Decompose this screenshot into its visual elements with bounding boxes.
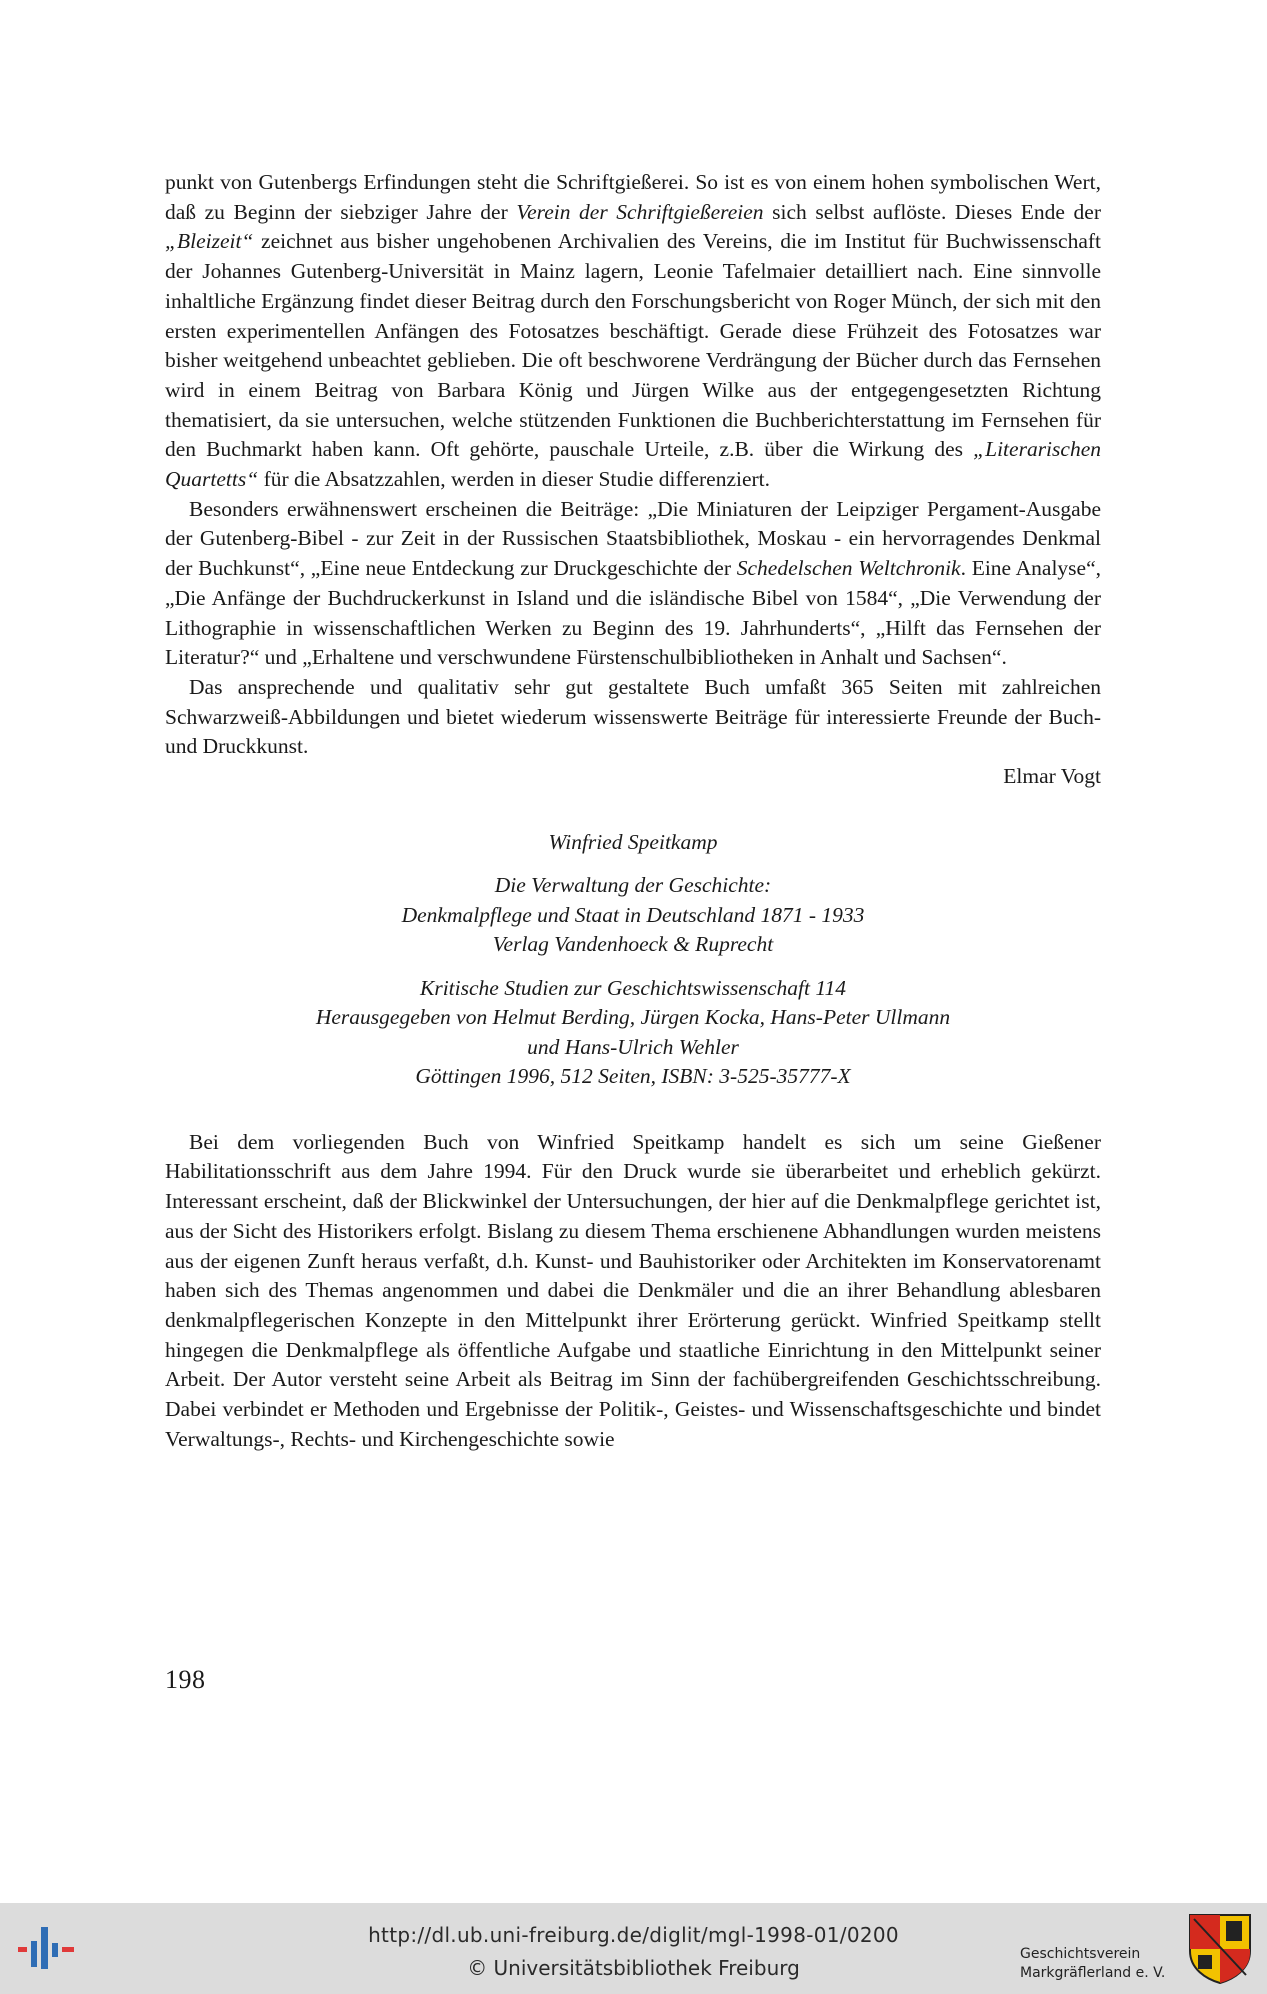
emphasis-text: „Bleizeit“ — [165, 229, 254, 254]
text-span: für die Absatzzahlen, werden in dieser Studie differenziert. — [258, 467, 771, 492]
book-series: Kritische Studien zur Geschichtswissenschaft 114 — [420, 975, 846, 1000]
book-title-line-1: Die Verwaltung der Geschichte: — [494, 873, 772, 898]
text-span: zeichnet aus bisher ungehobenen Archivalien des Vereins, die im Institut für Buchwissenschaft der Johannes Gutenberg-Universität in Mainz lagern, Leonie Tafelmaier detailliert nach. Eine sinnvolle inhaltliche Ergänzung findet dieser Beitrag durch den Forschungsbericht von Roger Münch, der sich mit den ersten experimentellen Anfängen des Fotosatzes beschäftigt. Gerade diese Frühzeit des Fotosatzes war bisher weitgehend unbeachtet geblieben. Die oft beschworene Verdrängung der Bücher durch das Fernsehen wird in einem Beitrag von Barbara König und Jürgen Wilke aus der entgegengesetzten Richtung thematisiert, da sie untersuchen, welche stützenden Funktionen die Buchberichterstattung im Fernsehen für den Buchmarkt haben kann. Oft gehörte, pauschale Urteile, z.B. über die Wirkung des — [165, 229, 1101, 462]
book-editors-line-1: Herausgegeben von Helmut Berding, Jürgen Kocka, Hans-Peter Ullmann — [315, 1005, 951, 1030]
paragraph-2 — [165, 495, 1101, 673]
book-publisher: Verlag Vandenhoeck & Ruprecht — [492, 932, 774, 957]
review-page — [165, 168, 1101, 1455]
paragraph-1 — [165, 168, 1101, 495]
society-line-1: Geschichtsverein — [1020, 1946, 1141, 1962]
society-name — [1020, 1945, 1165, 1983]
text-span: punkt von Gutenbergs Erfindungen steht die Schriftgießerei. So ist es von einem hohen symbolischen Wert, daß zu Beginn der siebziger Jahre der — [165, 170, 1101, 224]
paragraph-3: Das ansprechende und qualitativ sehr gut gestaltete Buch umfaßt 365 Seiten mit zahlreichen Schwarzweiß-Abbildungen und bietet wiederum wissenswerte Beiträge für interessierte Freunde der Buch- und Druckkunst. — [165, 674, 1101, 759]
document-url-link[interactable]: http://dl.ub.uni-freiburg.de/diglit/mgl-1998-01/0200 — [368, 1923, 899, 1947]
page-number: 198 — [165, 1665, 206, 1694]
footer-bar — [0, 1903, 1267, 1994]
emphasis-text: „Literarischen Quartetts“ — [165, 437, 1101, 492]
reviewer-signature: Elmar Vogt — [1003, 764, 1101, 789]
copyright-text: © Universitätsbibliothek Freiburg — [467, 1956, 800, 1980]
emphasis-text: Verein der Schriftgießereien — [516, 199, 764, 224]
paragraph-4: Bei dem vorliegenden Buch von Winfried Speitkamp handelt es sich um seine Gießener Habilitationsschrift aus dem Jahre 1994. Für den Druck wurde sie überarbeitet und erheblich gekürzt. Interessant erscheint, daß der Blickwinkel der Untersuchungen, der hier auf die Denkmalpflege gerichtet ist, aus der Sicht des Historikers erfolgt. Bislang zu diesem Thema erschienene Abhandlungen wurden meistens aus der eigenen Zunft heraus verfaßt, d.h. Kunst- und Bauhistoriker oder Architekten im Konservatorenamt haben sich des Themas angenommen und dabei die Denkmäler und die an ihrer Behandlung ablesbaren denkmalpflegerischen Konzepte in den Mittelpunkt ihrer Erörterung gerückt. Winfried Speitkamp stellt hingegen die Denkmalpflege als öffentliche Aufgabe und staatliche Einrichtung in den Mittelpunkt seiner Arbeit. Der Autor versteht seine Arbeit als Beitrag im Sinn der fachübergreifenden Geschichtsschreibung. Dabei verbindet er Methoden und Ergebnisse der Politik-, Geistes- und Wissenschaftsgeschichte und bindet Verwaltungs-, Rechts- und Kirchengeschichte sowie — [165, 1129, 1101, 1451]
text-span: . Eine Analyse“, „Die Anfänge der Buchdruckerkunst in Island und die isländische Bibel von 1584“, „Die Verwendung der Lithographie in wissenschaftlichen Werken zu Beginn des 19. Jahrhunderts“, „Hilft das Fernsehen der Literatur?“ und „Erhaltene und verschwundene Fürstenschulbibliotheken in Anhalt und Sachsen“. — [165, 556, 1102, 670]
book-citation — [165, 792, 1101, 1128]
book-title-line-2: Denkmalpflege und Staat in Deutschland 1871 - 1933 — [401, 902, 865, 927]
book-editors-line-2: und Hans-Ulrich Wehler — [527, 1034, 739, 1059]
society-line-2: Markgräflerland e. V. — [1020, 1965, 1166, 1981]
text-span: Besonders erwähnenswert erscheinen die Beiträge: „Die Miniaturen der Leipziger Pergament-Ausgabe der Gutenberg-Bibel - zur Zeit in der Russischen Staatsbibliothek, Moskau - ein hervorragendes Denkmal der Buchkunst“, „Eine neue Entdeckung zur Druckgeschichte der — [165, 496, 1101, 581]
book-author: Winfried Speitkamp — [548, 829, 718, 854]
book-imprint: Göttingen 1996, 512 Seiten, ISBN: 3-525-35777-X — [415, 1064, 851, 1089]
emphasis-text: Schedelschen Weltchronik — [736, 556, 961, 581]
coat-of-arms-icon — [1188, 1913, 1252, 1985]
text-span: sich selbst auflöste. Dieses Ende der — [763, 199, 1102, 224]
